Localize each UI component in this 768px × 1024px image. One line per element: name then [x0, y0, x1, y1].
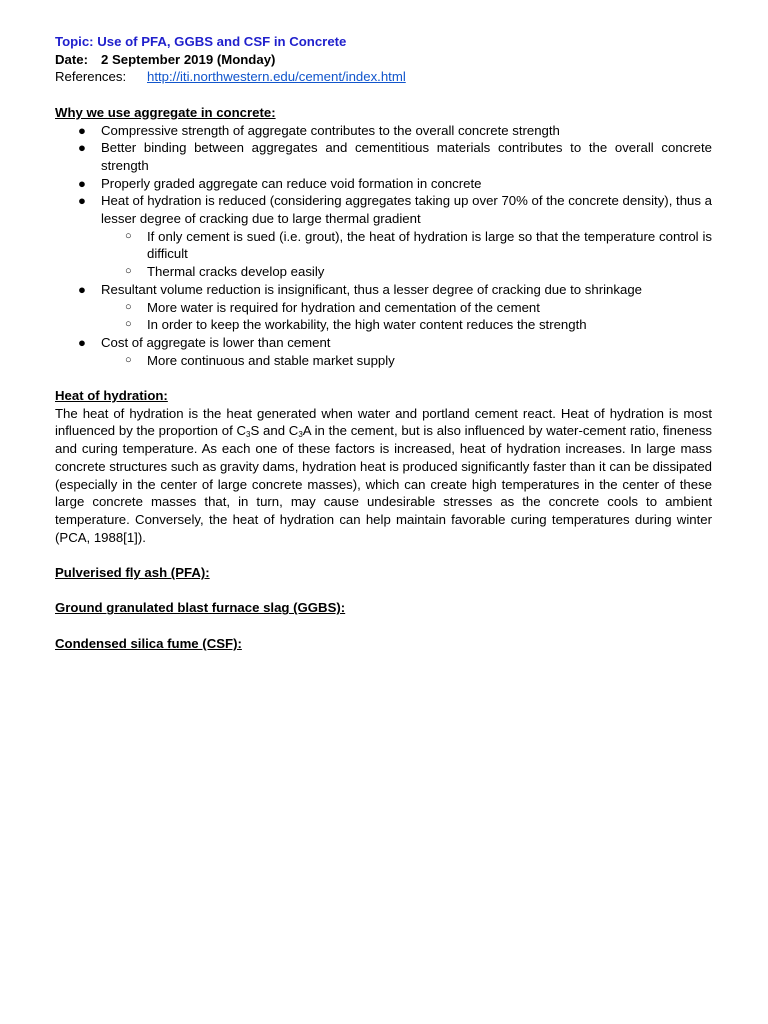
sub-bullet-item	[101, 352, 712, 370]
sub-bullet-text: Thermal cracks develop easily	[147, 264, 325, 280]
bullet-item	[55, 175, 712, 193]
sub-bullet-text: More water is required for hydration and cementation of the cement	[147, 299, 540, 315]
bullet-icon: ●	[78, 334, 86, 350]
aggregate-heading: Why we use aggregate in concrete:	[55, 104, 276, 120]
sub-bullet-item	[101, 263, 712, 281]
spacer	[55, 617, 712, 635]
subscript: 3	[246, 430, 251, 440]
sub-bullet-item	[101, 299, 712, 317]
spacer	[55, 369, 712, 387]
sub-bullet-text: In order to keep the workability, the high water content reduces the strength	[147, 317, 587, 333]
sub-bullet-list	[101, 228, 712, 281]
date-line	[55, 51, 712, 69]
date-label: Date:	[55, 51, 88, 67]
bullet-item	[55, 122, 712, 140]
document-page	[55, 33, 712, 653]
topic-title: Topic: Use of PFA, GGBS and CSF in Concrete	[55, 34, 347, 49]
hollow-bullet-icon: ○	[125, 229, 132, 242]
heat-text-part: A in the cement, but is also influenced by water-cement ratio, fineness and curing temperature. As each one of these factors is increased, heat of hydration increases. In large mass concrete structures such as gravity dams, hydration heat is produced significantly faster than it can be dissipated (especially in the center of large concrete masses), which can create high temperatures in the center of these large concrete masses that, in turn, may cause undesirable stresses as the concrete cools to ambient temperature. Conversely, the heat of hydration can help maintain favorable curing temperatures during winter (PCA, 1988[1]).	[55, 423, 713, 545]
heat-heading: Heat of hydration:	[55, 388, 168, 404]
subscript: 3	[298, 430, 303, 440]
bullet-item	[55, 281, 712, 334]
heat-text-part: S and C	[250, 423, 299, 439]
date-value: 2 September 2019 (Monday)	[101, 51, 276, 67]
csf-heading: Condensed silica fume (CSF):	[55, 635, 242, 651]
ggbs-heading: Ground granulated blast furnace slag (GGBS):	[55, 600, 346, 616]
references-link[interactable]: http://iti.northwestern.edu/cement/index.html	[147, 69, 406, 85]
sub-bullet-item	[101, 316, 712, 334]
hollow-bullet-icon: ○	[125, 265, 132, 278]
bullet-text: Compressive strength of aggregate contributes to the overall concrete strength	[101, 122, 560, 138]
heat-paragraph	[55, 405, 712, 547]
sub-bullet-text: If only cement is sued (i.e. grout), the heat of hydration is large so that the temperature control is difficult	[147, 228, 712, 262]
heat-text-part: The heat of hydration is the heat generated when water and portland cement react. Heat of hydration is most influenced by the proportion of C	[55, 405, 712, 439]
bullet-icon: ●	[78, 140, 86, 156]
bullet-text: Heat of hydration is reduced (considering aggregates taking up over 70% of the concrete density), thus a lesser degree of cracking due to large thermal gradient	[101, 193, 712, 227]
sub-bullet-item	[101, 228, 712, 263]
bullet-text: Better binding between aggregates and cementitious materials contributes to the overall concrete strength	[101, 140, 712, 173]
bullet-icon: ●	[78, 281, 86, 297]
bullet-icon: ●	[78, 175, 86, 191]
sub-bullet-list	[101, 299, 712, 334]
references-label: References:	[55, 69, 127, 85]
bullet-icon: ●	[78, 193, 86, 209]
spacer	[55, 582, 712, 600]
bullet-item	[55, 139, 712, 174]
hollow-bullet-icon: ○	[125, 300, 132, 313]
aggregate-bullet-list	[55, 122, 712, 370]
spacer	[55, 546, 712, 564]
spacer	[55, 86, 712, 104]
bullet-icon: ●	[78, 122, 86, 138]
bullet-item	[55, 192, 712, 281]
bullet-text: Cost of aggregate is lower than cement	[101, 334, 331, 350]
bullet-text: Resultant volume reduction is insignificant, thus a lesser degree of cracking due to shrinkage	[101, 281, 642, 297]
hollow-bullet-icon: ○	[125, 353, 132, 366]
pfa-heading: Pulverised fly ash (PFA):	[55, 565, 210, 581]
sub-bullet-text: More continuous and stable market supply	[147, 352, 395, 368]
bullet-text: Properly graded aggregate can reduce void formation in concrete	[101, 175, 482, 191]
sub-bullet-list	[101, 352, 712, 370]
references-line	[55, 68, 712, 86]
bullet-item	[55, 334, 712, 369]
hollow-bullet-icon: ○	[125, 318, 132, 331]
